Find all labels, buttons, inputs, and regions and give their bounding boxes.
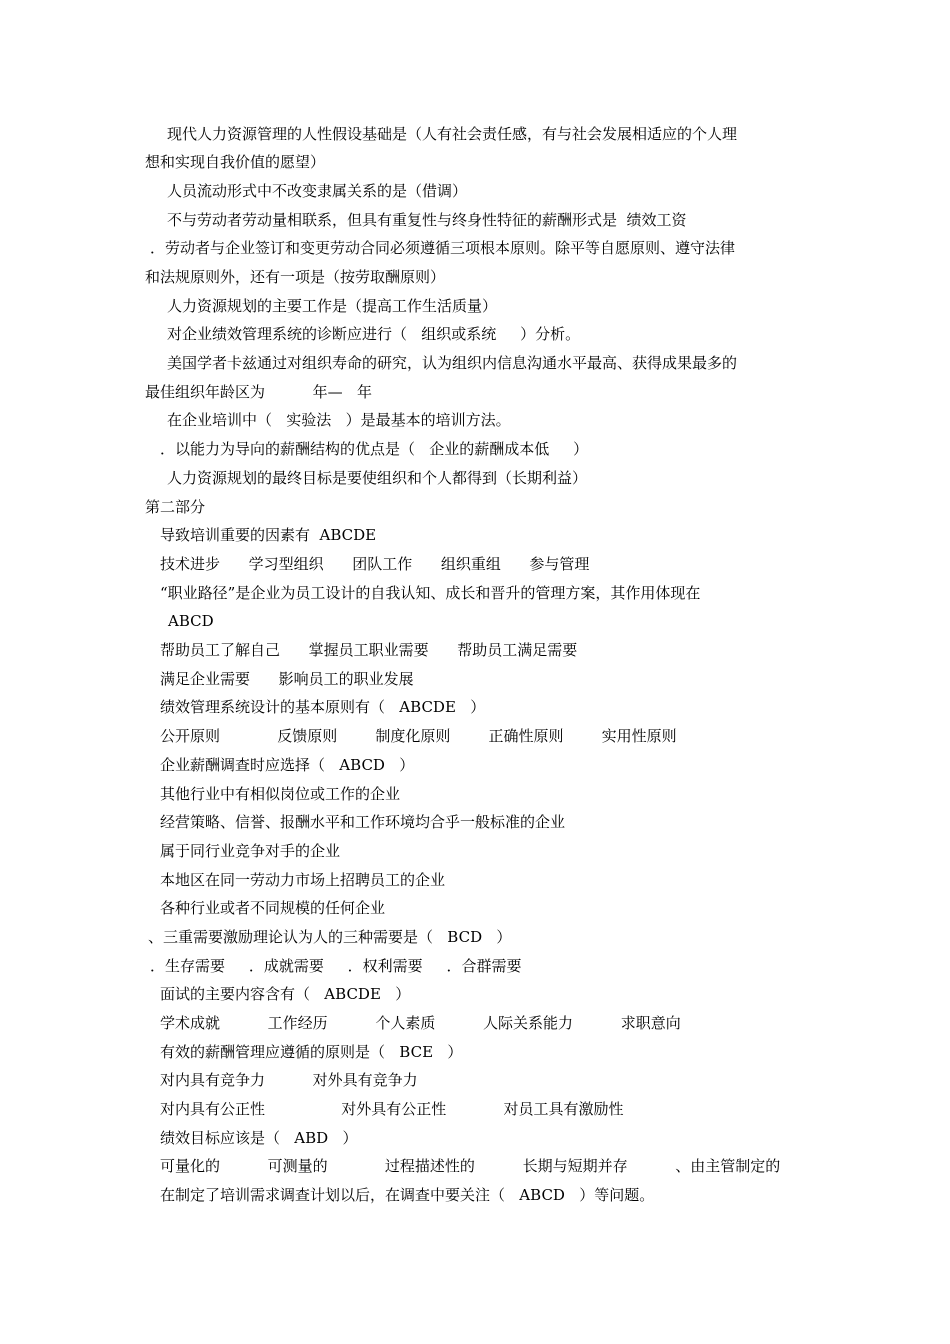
text-line-13: 人力资源规划的最终目标是要使组织和个人都得到（长期利益） — [167, 469, 588, 487]
text-line-10: 最佳组织年龄区为 年— 年 — [145, 383, 372, 401]
text-line-1: 现代人力资源管理的人性假设基础是（人有社会责任感，有与社会发展相适应的个人理 — [167, 125, 738, 143]
text-line-17: “职业路径”是企业为员工设计的自我认知、成长和晋升的管理方案，其作用体现在 — [160, 584, 701, 602]
text-line-11: 在企业培训中（ 实验法 ）是最基本的培训方法。 — [167, 411, 511, 429]
text-line-19: 帮助员工了解自己 掌握员工职业需要 帮助员工满足需要 — [160, 641, 578, 659]
text-line-6: 和法规原则外，还有一项是（按劳取酬原则） — [145, 268, 446, 286]
text-line-31: 面试的主要内容含有（ ABCDE ） — [160, 985, 411, 1003]
text-line-33: 有效的薪酬管理应遵循的原则是（ BCE ） — [160, 1043, 463, 1061]
text-line-32: 学术成就 工作经历 个人素质 人际关系能力 求职意向 — [160, 1014, 681, 1032]
text-line-26: 属于同行业竞争对手的企业 — [160, 842, 341, 860]
text-line-35: 对内具有公正性 对外具有公正性 对员工具有激励性 — [160, 1100, 624, 1118]
text-line-37: 可量化的 可测量的 过程描述性的 长期与短期并存 、由主管制定的 — [160, 1157, 781, 1175]
section-heading: 第二部分 — [145, 498, 206, 516]
text-line-20: 满足企业需要 影响员工的职业发展 — [160, 670, 414, 688]
text-line-38: 在制定了培训需求调查计划以后，在调查中要关注（ ABCD ）等问题。 — [160, 1186, 655, 1204]
text-line-8: 对企业绩效管理系统的诊断应进行（ 组织或系统 ）分析。 — [167, 325, 581, 343]
text-line-34: 对内具有竞争力 对外具有竞争力 — [160, 1071, 418, 1089]
text-line-36: 绩效目标应该是（ ABD ） — [160, 1129, 358, 1147]
text-line-28: 各种行业或者不同规模的任何企业 — [160, 899, 386, 917]
text-line-15: 导致培训重要的因素有 ABCDE — [160, 526, 377, 544]
text-line-2: 想和实现自我价值的愿望） — [145, 153, 326, 171]
text-line-22: 公开原则 反馈原则 制度化原则 正确性原则 实用性原则 — [160, 727, 677, 745]
text-line-27: 本地区在同一劳动力市场上招聘员工的企业 — [160, 871, 446, 889]
text-line-23: 企业薪酬调查时应选择（ ABCD ） — [160, 756, 415, 774]
text-line-25: 经营策略、信誉、报酬水平和工作环境均合乎一般标准的企业 — [160, 813, 566, 831]
text-line-7: 人力资源规划的主要工作是（提高工作生活质量） — [167, 297, 498, 315]
text-line-18: ABCD — [168, 612, 214, 630]
text-line-9: 美国学者卡兹通过对组织寿命的研究，认为组织内信息沟通水平最高、获得成果最多的 — [167, 354, 738, 372]
text-line-5: ．劳动者与企业签订和变更劳动合同必须遵循三项根本原则。除平等自愿原则、遵守法律 — [150, 239, 736, 257]
text-line-16: 技术进步 学习型组织 团队工作 组织重组 参与管理 — [160, 555, 590, 573]
text-line-29: 、三重需要激励理论认为人的三种需要是（ BCD ） — [148, 928, 512, 946]
text-line-30: ．生存需要 ．成就需要 ．权利需要 ．合群需要 — [150, 957, 522, 975]
text-line-3: 人员流动形式中不改变隶属关系的是（借调） — [167, 182, 468, 200]
text-line-21: 绩效管理系统设计的基本原则有（ ABCDE ） — [160, 698, 486, 716]
text-line-24: 其他行业中有相似岗位或工作的企业 — [160, 785, 401, 803]
text-line-12: ．以能力为导向的薪酬结构的优点是（ 企业的薪酬成本低 ） — [160, 440, 589, 458]
text-line-4: 不与劳动者劳动量相联系，但具有重复性与终身性特征的薪酬形式是 绩效工资 — [167, 211, 687, 229]
